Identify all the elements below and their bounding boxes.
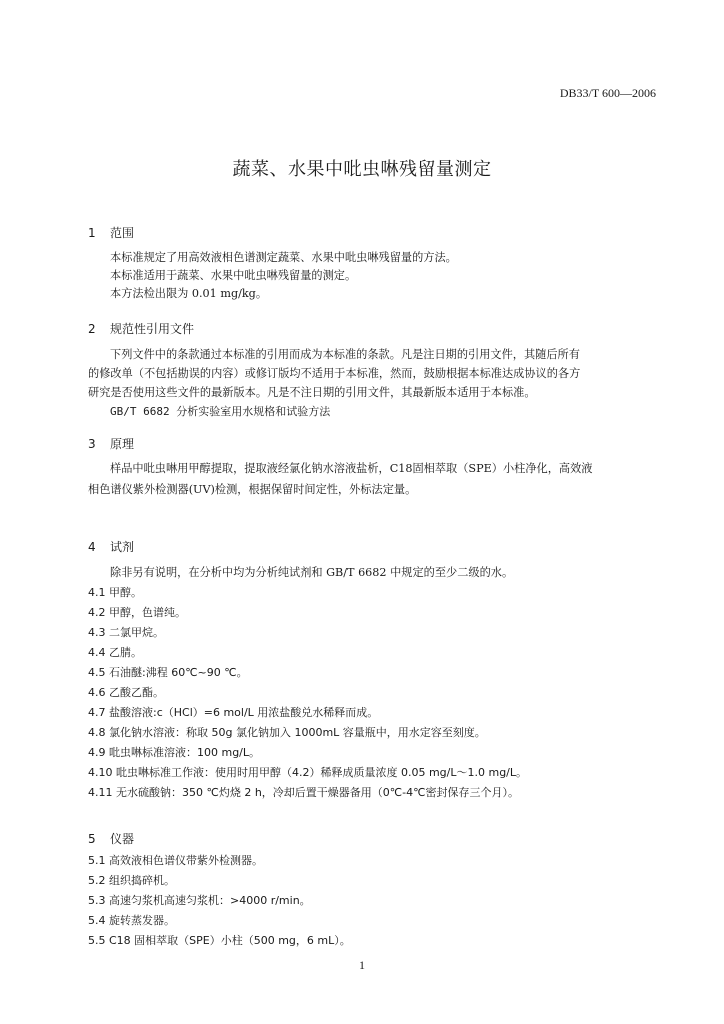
paragraph-line: 相色谱仪紫外检测器(UV)检测，根据保留时间定性，外标法定量。: [88, 483, 417, 496]
paragraph-line: 本标准适用于蔬菜、水果中吡虫啉残留量的测定。: [110, 269, 357, 282]
list-item: 4.2 甲醇，色谱纯。: [88, 606, 186, 619]
list-item: 5.5 C18 固相萃取（SPE）小柱（500 mg，6 mL）。: [88, 934, 351, 947]
list-item: 4.6 乙酸乙酯。: [88, 686, 164, 699]
list-item: 4.7 盐酸溶液:c（HCl）=6 mol/L 用浓盐酸兑水稀释而成。: [88, 706, 379, 719]
list-item: 5.4 旋转蒸发器。: [88, 914, 175, 927]
list-item: 4.1 甲醇。: [88, 586, 142, 599]
section-2-heading: [88, 320, 194, 337]
paragraph-line: 样品中吡虫啉用甲醇提取，提取液经氯化钠水溶液盐析，C18固相萃取（SPE）小柱净化，高效液: [110, 462, 593, 475]
section-1-heading: [88, 224, 134, 241]
section-title: 原理: [110, 437, 135, 451]
section-number: 5: [88, 832, 96, 846]
reference-line: GB/T 6682 分析实验室用水规格和试验方法: [110, 405, 331, 418]
paragraph-line: 除非另有说明，在分析中均为分析纯试剂和 GB/T 6682 中规定的至少二级的水。: [110, 566, 514, 579]
section-4-heading: [88, 538, 134, 555]
section-number: 2: [88, 322, 96, 336]
section-title: 仪器: [110, 832, 135, 846]
section-title: 规范性引用文件: [110, 322, 195, 336]
paragraph-line: 下列文件中的条款通过本标准的引用而成为本标准的条款。凡是注日期的引用文件，其随后所有: [110, 348, 580, 361]
list-item: 4.4 乙腈。: [88, 646, 142, 659]
list-item: 5.2 组织捣碎机。: [88, 874, 175, 887]
section-5-heading: [88, 830, 134, 847]
document-title: 蔬菜、水果中吡虫啉残留量测定: [232, 159, 492, 180]
list-item: 4.10 吡虫啉标准工作液：使用时用甲醇（4.2）稀释成质量浓度 0.05 mg/L～1.0 mg/L。: [88, 766, 528, 779]
list-item: 4.3 二氯甲烷。: [88, 626, 164, 639]
paragraph-line: 的修改单（不包括勘误的内容）或修订版均不适用于本标准，然而，鼓励根据本标准达成协议的各方: [88, 367, 581, 380]
page-number: 1: [359, 958, 365, 972]
list-item: 4.5 石油醚:沸程 60℃~90 ℃。: [88, 666, 248, 679]
list-item: 4.8 氯化钠水溶液：称取 50g 氯化钠加入 1000mL 容量瓶中，用水定容至刻度。: [88, 726, 486, 739]
section-title: 范围: [110, 226, 135, 240]
section-number: 1: [88, 226, 96, 240]
section-title: 试剂: [110, 540, 135, 554]
list-item: 5.3 高速匀浆机高速匀浆机：>4000 r/min。: [88, 894, 311, 907]
list-item: 4.9 吡虫啉标准溶液：100 mg/L。: [88, 746, 261, 759]
list-item: 5.1 高效液相色谱仪带紫外检测器。: [88, 854, 263, 867]
section-3-heading: [88, 435, 134, 452]
document-code: DB33/T 600—2006: [559, 86, 656, 100]
section-number: 4: [88, 540, 96, 554]
list-item: 4.11 无水硫酸钠：350 ℃灼烧 2 h，冷却后置干燥器备用（0℃-4℃密封保存三个月）。: [88, 786, 519, 799]
section-number: 3: [88, 437, 96, 451]
paragraph-line: 本方法检出限为 0.01 mg/kg。: [110, 287, 268, 300]
paragraph-line: 研究是否使用这些文件的最新版本。凡是不注日期的引用文件，其最新版本适用于本标准。: [88, 386, 536, 399]
paragraph-line: 本标准规定了用高效液相色谱测定蔬菜、水果中吡虫啉残留量的方法。: [110, 251, 457, 264]
